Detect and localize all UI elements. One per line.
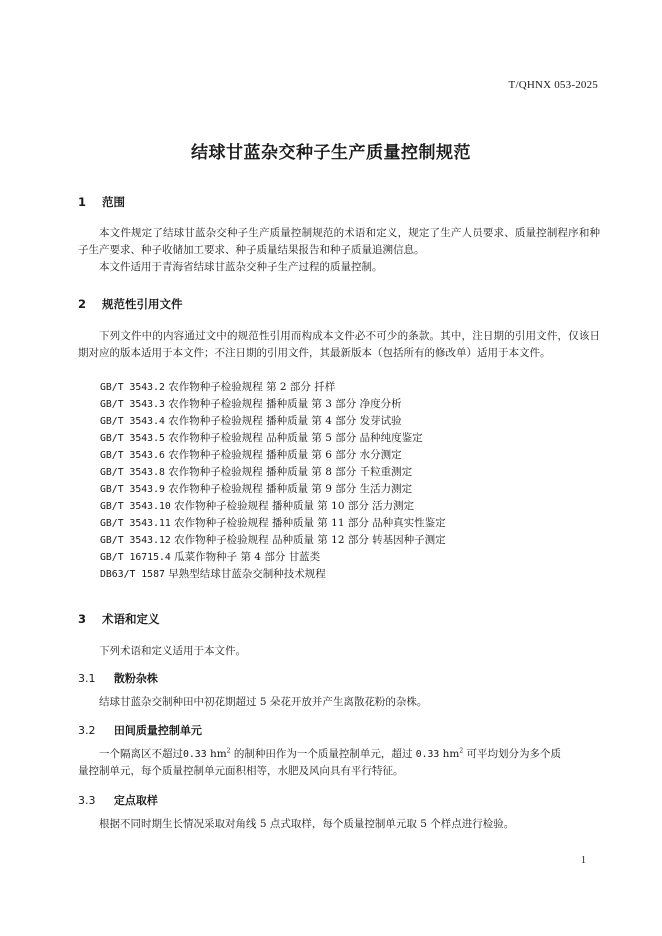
document-title: 结球甘蓝杂交种子生产质量控制规范 bbox=[191, 143, 471, 163]
reference-item: GB/T 3543.4 农作物种子检验规程 播种质量 第 4 部分 发芽试验 bbox=[100, 415, 402, 427]
reference-item: GB/T 3543.3 农作物种子检验规程 播种质量 第 3 部分 净度分析 bbox=[100, 398, 402, 410]
section-title: 范围 bbox=[102, 195, 126, 209]
subsection-number: 3.2 bbox=[78, 724, 96, 737]
subsection-3-1-heading bbox=[78, 670, 158, 686]
reference-list bbox=[100, 379, 446, 583]
section-1-heading bbox=[78, 194, 125, 210]
subsection-title: 定点取样 bbox=[113, 794, 158, 807]
reference-item: GB/T 3543.9 农作物种子检验规程 播种质量 第 9 部分 生活力测定 bbox=[100, 483, 413, 495]
reference-item: GB/T 3543.2 农作物种子检验规程 第 2 部分 扦样 bbox=[100, 381, 336, 393]
scope-paragraph-2: 本文件适用于青海省结球甘蓝杂交种子生产过程的质量控制。 bbox=[99, 261, 383, 273]
term-3-2-definition-line-1: 一个隔离区不超过0.33 $hm^2$ 的制种田作为一个质量控制单元，超过 0.33 $hm^2$ 可平均划分为多个质 bbox=[99, 747, 562, 760]
reference-item: GB/T 3543.10 农作物种子检验规程 播种质量 第 10 部分 活力测定 bbox=[100, 500, 415, 512]
section-number: 2 bbox=[78, 297, 87, 311]
section-3-heading bbox=[78, 611, 160, 627]
section-title: 规范性引用文件 bbox=[102, 297, 183, 311]
term-3-3-definition: 根据不同时期生长情况采取对角线 5 点式取样，每个质量控制单元取 5 个样点进行检验。 bbox=[99, 818, 515, 830]
terms-intro-paragraph: 下列术语和定义适用于本文件。 bbox=[99, 645, 246, 657]
reference-item: GB/T 3543.8 农作物种子检验规程 播种质量 第 8 部分 千粒重测定 bbox=[100, 466, 413, 478]
subsection-title: 散粉杂株 bbox=[113, 672, 158, 685]
reference-item: GB/T 3543.11 农作物种子检验规程 播种质量 第 11 部分 品种真实性鉴定 bbox=[100, 517, 446, 529]
scope-paragraph-1: 本文件规定了结球甘蓝杂交种子生产质量控制规范的术语和定义，规定了生产人员要求、质量控制程序和种子生产要求、种子收储加工要求、种子质量结果报告和种子质量追溯信息。 bbox=[78, 227, 600, 256]
page-number: 1 bbox=[581, 855, 586, 866]
section-2-heading bbox=[78, 296, 183, 312]
reference-item: GB/T 16715.4 瓜菜作物种子 第 4 部分 甘蓝类 bbox=[100, 551, 321, 563]
section-number: 1 bbox=[78, 195, 87, 209]
subsection-3-3-heading bbox=[78, 792, 158, 808]
reference-item: GB/T 3543.6 农作物种子检验规程 播种质量 第 6 部分 水分测定 bbox=[100, 449, 402, 461]
section-title: 术语和定义 bbox=[102, 612, 160, 626]
normative-references-paragraph: 下列文件中的内容通过文中的规范性引用而构成本文件必不可少的条款。其中，注日期的引用文件，仅该日期对应的版本适用于本文件；不注日期的引用文件，其最新版本（包括所有的修改单）适用于本文件。 bbox=[78, 330, 600, 359]
subsection-title: 田间质量控制单元 bbox=[113, 724, 202, 737]
document-code: T/QHNX 053-2025 bbox=[508, 79, 598, 91]
reference-item: GB/T 3543.12 农作物种子检验规程 品种质量 第 12 部分 转基因种子测定 bbox=[100, 534, 446, 546]
subsection-number: 3.3 bbox=[78, 794, 96, 807]
subsection-3-2-heading bbox=[78, 722, 202, 738]
section-number: 3 bbox=[78, 612, 87, 626]
reference-item: DB63/T 1587 早熟型结球甘蓝杂交制种技术规程 bbox=[100, 568, 326, 580]
term-3-2-definition-line-2: 量控制单元，每个质量控制单元面积相等，水肥及风向具有平行特征。 bbox=[78, 765, 404, 777]
subsection-number: 3.1 bbox=[78, 672, 96, 685]
term-3-1-definition: 结球甘蓝杂交制种田中初花期超过 5 朵花开放并产生离散花粉的杂株。 bbox=[99, 696, 428, 708]
reference-item: GB/T 3543.5 农作物种子检验规程 品种质量 第 5 部分 品种纯度鉴定 bbox=[100, 432, 423, 444]
